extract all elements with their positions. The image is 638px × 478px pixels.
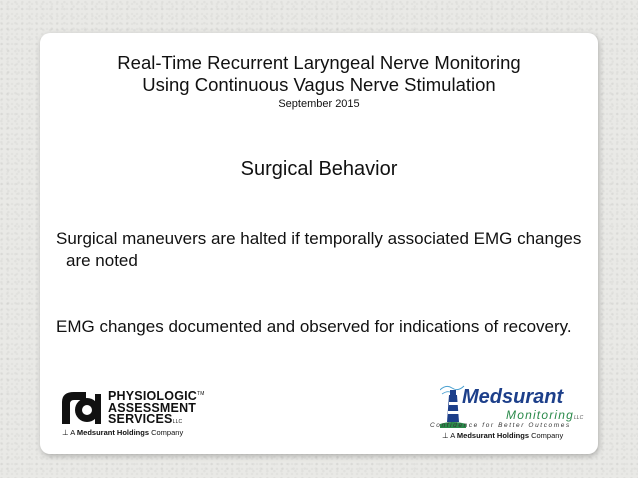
holdings-name: Medsurant Holdings (456, 431, 529, 440)
holdings-prefix: A (450, 431, 455, 440)
pas-tm: TM (197, 391, 205, 397)
pas-wordmark (108, 389, 205, 429)
holdings-suffix: Company (531, 431, 564, 440)
physiologic-assessment-logo (60, 388, 220, 440)
slide-title (0, 52, 638, 111)
title-line-2: Using Continuous Vagus Nerve Stimulation (142, 74, 496, 95)
bullet-item: Surgical maneuvers are halted if temporally associated EMG changes are noted (56, 229, 582, 270)
pas-mark-icon (60, 388, 102, 426)
holdings-prefix: A (70, 428, 75, 437)
pas-line-3: SERVICES (108, 412, 173, 427)
pas-holdings-line (62, 428, 183, 437)
holdings-suffix: Company (151, 428, 184, 437)
pas-line-1: PHYSIOLOGIC (108, 389, 198, 404)
pas-line-2: ASSESSMENT (108, 400, 197, 415)
medsurant-tagline: Confidence for Better Outcomes (430, 422, 571, 429)
title-line-1: Real-Time Recurrent Laryngeal Nerve Monitoring (117, 52, 521, 73)
pas-llc: LLC (172, 419, 183, 426)
monitoring-wordmark (506, 408, 583, 422)
holdings-name: Medsurant Holdings (76, 428, 149, 437)
slide-date: September 2015 (278, 98, 360, 110)
monitoring-llc: LLC (574, 415, 584, 421)
section-heading: Surgical Behavior (240, 158, 398, 180)
bullet-item: EMG changes documented and observed for indications of recovery. (56, 317, 572, 336)
medsurant-monitoring-logo (428, 378, 588, 440)
anchor-icon: ⊥ (442, 431, 449, 440)
monitoring-text: Monitoring (506, 408, 575, 422)
medsurant-wordmark: Medsurant (462, 386, 564, 408)
medsurant-holdings-line (442, 431, 563, 440)
anchor-icon: ⊥ (62, 428, 69, 437)
